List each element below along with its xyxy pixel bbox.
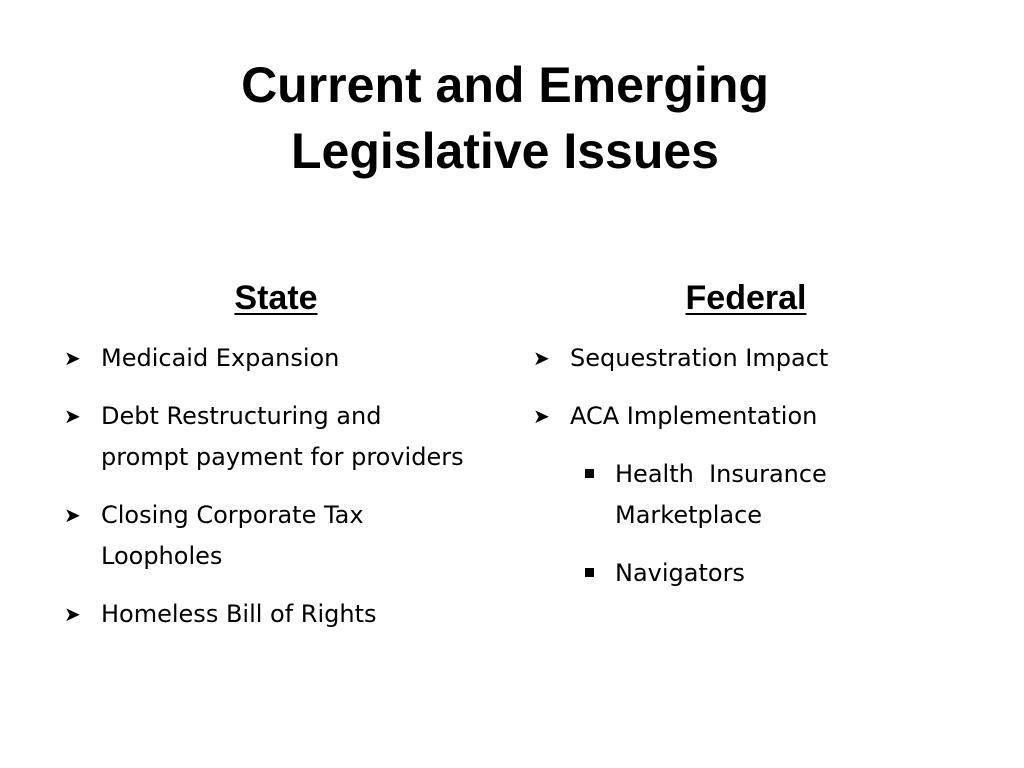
sub-list-item [579, 454, 933, 536]
sub-list-item [579, 553, 933, 594]
title-line-2: Legislative Issues [290, 123, 719, 179]
arrow-bullet-icon: ➤ [533, 346, 550, 370]
list-item [533, 396, 933, 437]
arrow-bullet-icon: ➤ [64, 503, 81, 527]
list-item [533, 338, 933, 379]
list-item [64, 495, 464, 577]
list-item-text: Homeless Bill of Rights [101, 600, 377, 628]
list-item [64, 396, 464, 478]
arrow-bullet-icon: ➤ [64, 346, 81, 370]
sub-list-item-text: Navigators [615, 559, 745, 587]
federal-heading: Federal [685, 279, 807, 317]
list-item [64, 594, 464, 635]
list-item-text: ACA Implementation [570, 402, 818, 430]
arrow-bullet-icon: ➤ [64, 404, 81, 428]
state-heading: State [234, 279, 318, 317]
state-list [64, 338, 464, 652]
slide-title [0, 52, 1010, 184]
list-item-text: Debt Restructuring and prompt payment for providers [101, 402, 464, 471]
list-item-text: Closing Corporate Tax Loopholes [101, 501, 364, 570]
square-bullet-icon [585, 568, 594, 577]
sub-list-item-text: Health Insurance Marketplace [615, 460, 835, 529]
arrow-bullet-icon: ➤ [64, 602, 81, 626]
federal-list [533, 338, 933, 611]
list-item [64, 338, 464, 379]
list-item-text: Medicaid Expansion [101, 344, 340, 372]
list-item-text: Sequestration Impact [570, 344, 829, 372]
square-bullet-icon [585, 469, 594, 478]
title-line-1: Current and Emerging [241, 57, 769, 113]
arrow-bullet-icon: ➤ [533, 404, 550, 428]
